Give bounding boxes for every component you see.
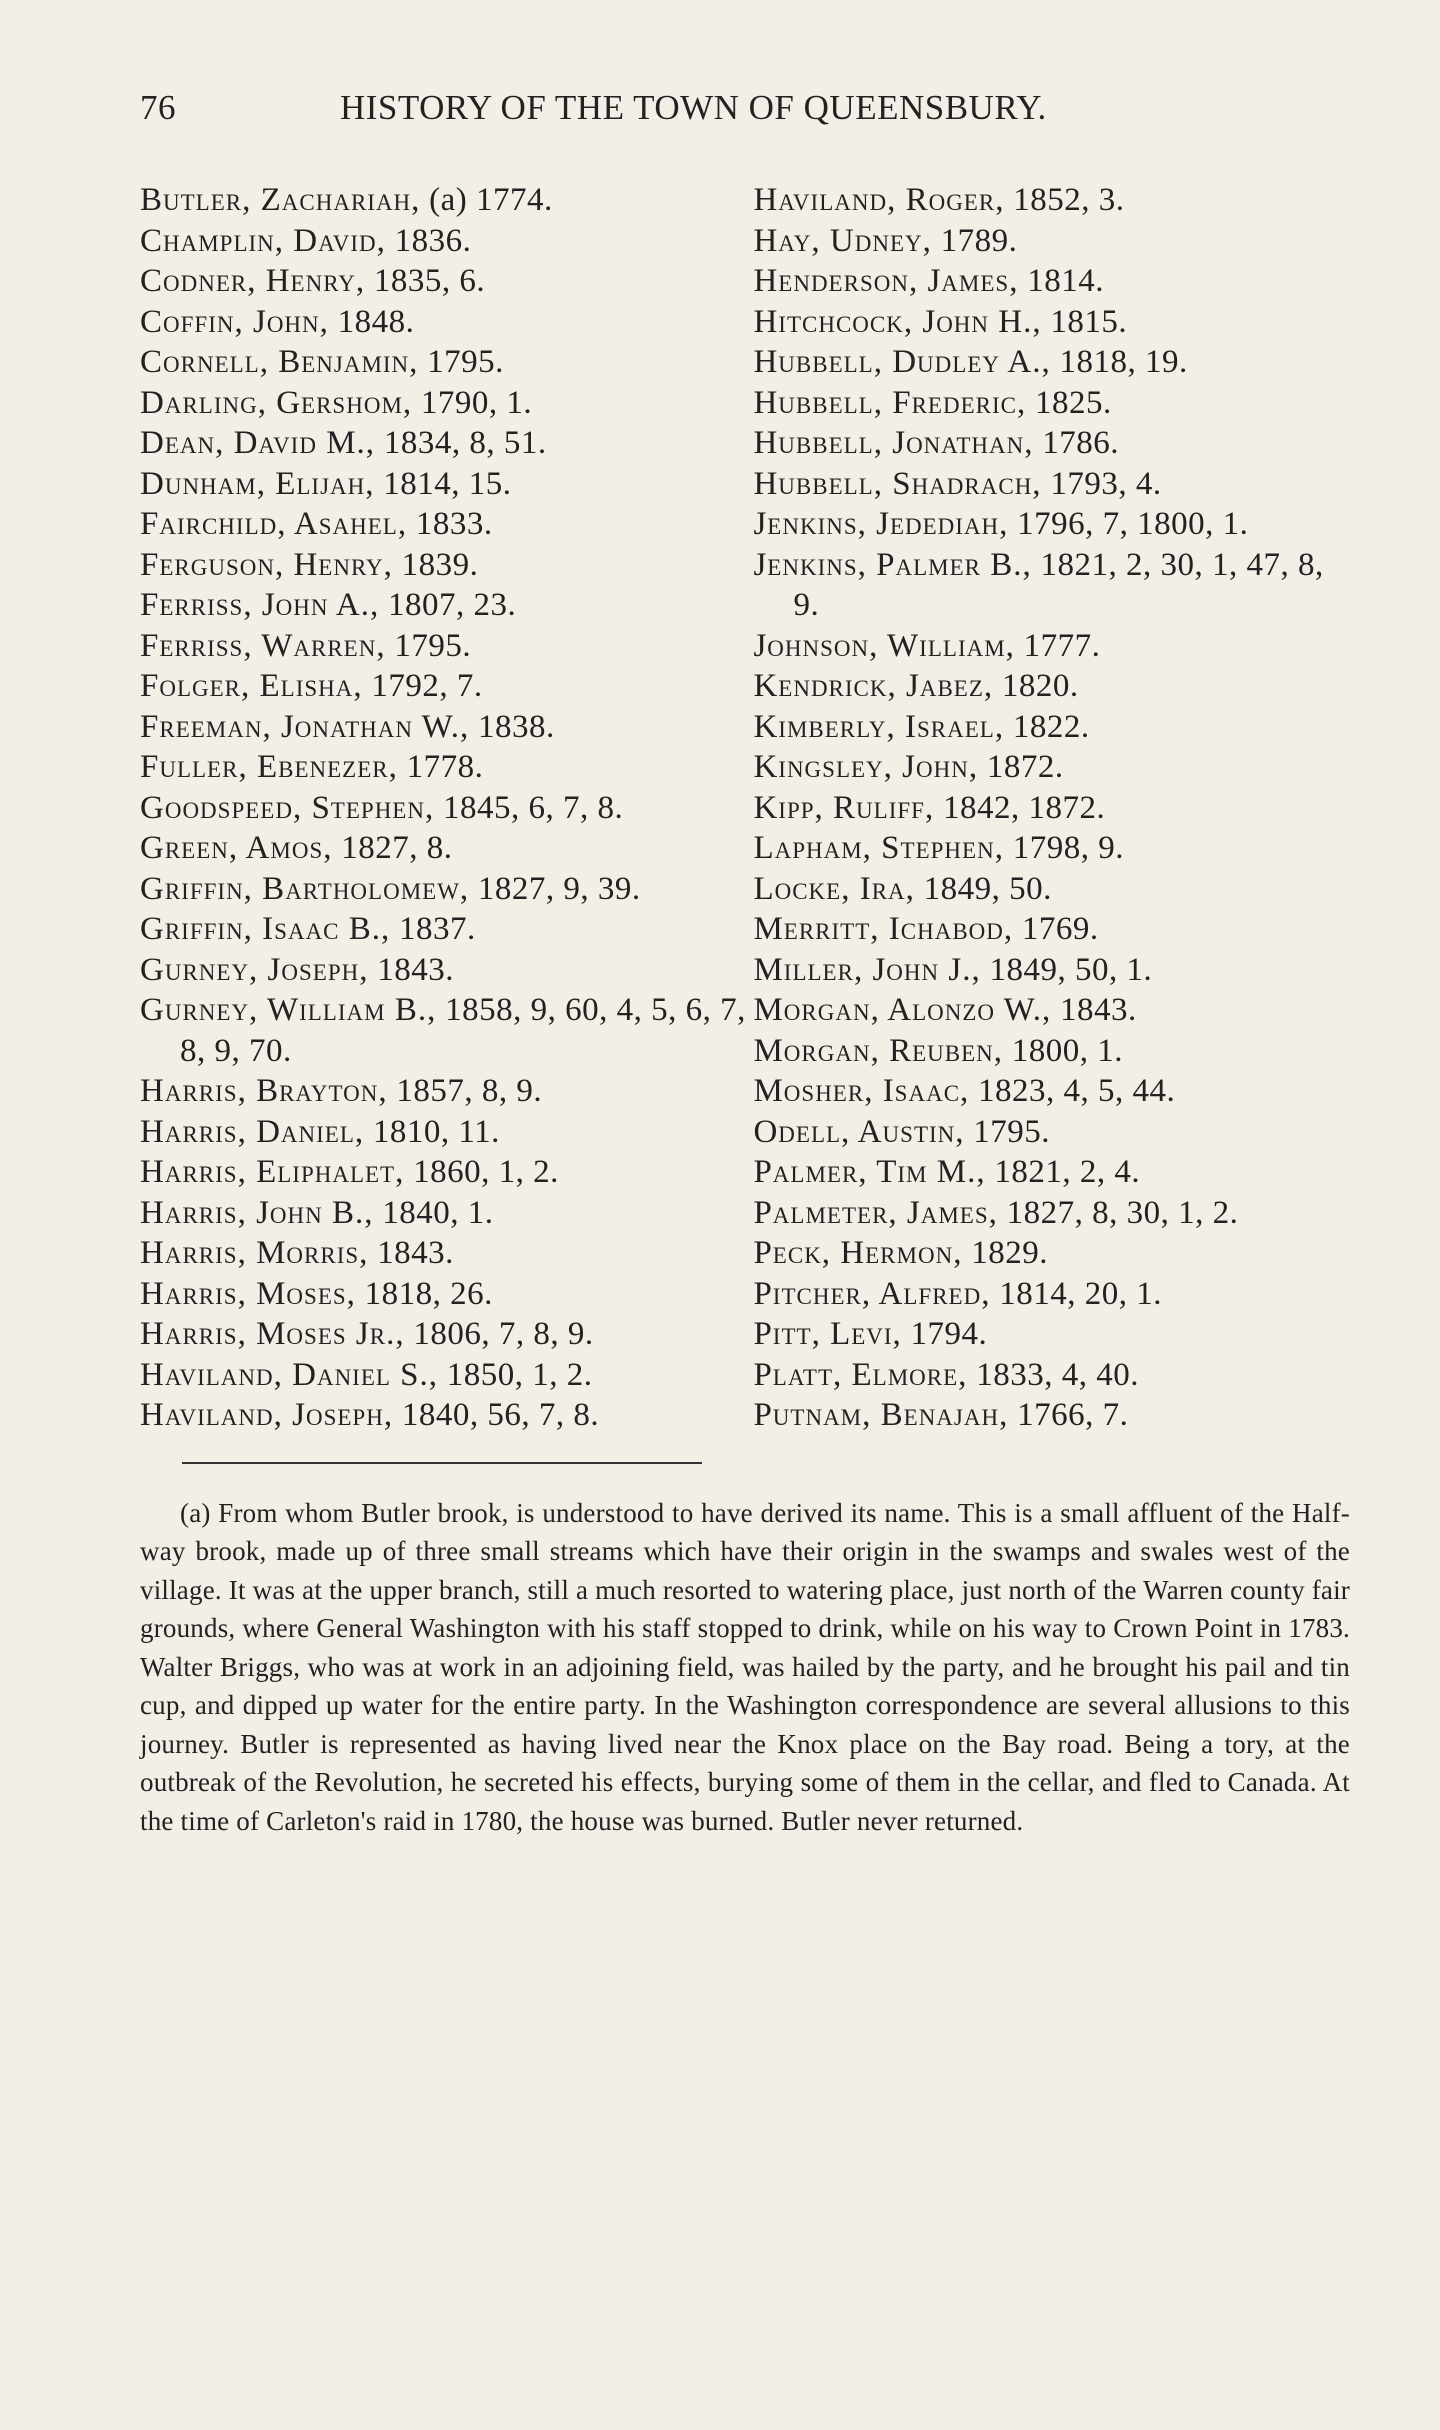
list-item [753, 261, 1350, 302]
person-name: Green, Amos, [140, 830, 333, 866]
person-name: Ferguson, Henry, [140, 546, 393, 583]
list-item [140, 342, 753, 383]
person-name: Harris, Daniel, [140, 1113, 365, 1150]
years: 1806, 7, 8, 9. [404, 1316, 594, 1352]
person-name: Jenkins, Jedediah, [753, 506, 1009, 542]
years: 1821, 2, 4. [985, 1154, 1141, 1190]
person-name: Palmeter, James, [753, 1194, 998, 1231]
years: 1849, 50, 1. [980, 951, 1153, 988]
years: 1793, 4. [1041, 465, 1162, 502]
list-item [140, 990, 753, 1071]
years: 1823, 4, 5, 44. [969, 1073, 1176, 1109]
person-name: Ferriss, Warren, [140, 627, 386, 664]
person-name: Gurney, William B., [140, 992, 437, 1028]
list-item [140, 1152, 753, 1193]
list-item [753, 383, 1350, 424]
years: 1852, 3. [1004, 182, 1125, 218]
list-item [753, 1112, 1350, 1153]
person-name: Platt, Elmore, [753, 1356, 968, 1393]
person-name: Kipp, Ruliff, [753, 789, 935, 826]
list-item [140, 666, 753, 707]
name-list [140, 180, 1350, 1436]
person-name: Butler, Zachariah, [140, 182, 421, 218]
years: 1796, 7, 1800, 1. [1008, 506, 1249, 542]
list-item [140, 302, 753, 343]
list-item [753, 909, 1350, 950]
list-item [753, 1314, 1350, 1355]
years: 1843. [368, 951, 454, 988]
years: 1822. [1004, 708, 1090, 745]
years: 1838. [469, 708, 555, 745]
years: 1843. [368, 1235, 454, 1271]
list-item [753, 221, 1350, 262]
list-item [140, 788, 753, 829]
years: 1834, 8, 51. [375, 425, 547, 461]
years: (a) 1774. [420, 182, 553, 218]
person-name: Ferriss, John A., [140, 587, 380, 623]
years: 1840, 56, 7, 8. [393, 1397, 600, 1433]
years: 1786. [1033, 425, 1119, 461]
list-item [140, 464, 753, 505]
list-item [140, 221, 753, 262]
person-name: Jenkins, Palmer B., [753, 546, 1032, 583]
years: 1857, 8, 9. [387, 1073, 543, 1109]
list-item [140, 1395, 753, 1436]
years: 1814. [1018, 263, 1104, 299]
list-item [753, 1071, 1350, 1112]
list-item [140, 423, 753, 464]
years: 1842, 1872. [934, 789, 1106, 826]
list-item [753, 747, 1350, 788]
list-item [140, 504, 753, 545]
person-name: Freeman, Jonathan W., [140, 708, 470, 745]
list-item [753, 423, 1350, 464]
years: 1814, 20, 1. [990, 1275, 1162, 1312]
list-item [753, 1152, 1350, 1193]
person-name: Hitchcock, John H., [753, 303, 1042, 340]
years: 1789. [931, 222, 1018, 259]
years: 1858, 9, 60, 4, 5, 6, 7, 8, 9, 70. [180, 992, 755, 1069]
list-item [753, 828, 1350, 869]
list-item [140, 1274, 753, 1315]
years: 1798, 9. [1003, 830, 1124, 866]
list-item [753, 869, 1350, 910]
years: 1815. [1041, 303, 1128, 340]
years: 1837. [390, 911, 476, 947]
list-item [753, 342, 1350, 383]
list-item [140, 828, 753, 869]
list-item [140, 383, 753, 424]
list-item [753, 626, 1350, 667]
person-name: Haviland, Daniel S., [140, 1356, 439, 1393]
years: 1766, 7. [1008, 1397, 1129, 1433]
years: 1833, 4, 40. [967, 1356, 1139, 1393]
years: 1827, 8, 30, 1, 2. [997, 1194, 1239, 1231]
person-name: Kingsley, John, [753, 749, 979, 785]
list-item [140, 626, 753, 667]
person-name: Kendrick, Jabez, [753, 668, 994, 704]
person-name: Griffin, Isaac B., [140, 911, 391, 947]
person-name: Locke, Ira, [753, 870, 915, 907]
list-item [753, 302, 1350, 343]
list-item [140, 585, 753, 626]
person-name: Griffin, Bartholomew, [140, 870, 470, 907]
list-item [753, 1233, 1350, 1274]
years: 1818, 26. [355, 1275, 493, 1312]
list-item [140, 707, 753, 748]
list-item [753, 1193, 1350, 1234]
list-item [140, 261, 753, 302]
years: 1843. [1051, 992, 1137, 1028]
list-item [140, 747, 753, 788]
years: 1825. [1026, 384, 1112, 421]
person-name: Haviland, Roger, [753, 182, 1005, 218]
person-name: Cornell, Benjamin, [140, 344, 419, 380]
list-item [753, 950, 1350, 991]
running-header [140, 88, 1350, 138]
years: 1839. [392, 546, 479, 583]
page-number: 76 [140, 88, 176, 127]
list-item [753, 180, 1350, 221]
person-name: Dunham, Elijah, [140, 465, 375, 502]
person-name: Kimberly, Israel, [753, 708, 1005, 745]
person-name: Henderson, James, [753, 263, 1019, 299]
list-item [140, 1314, 753, 1355]
person-name: Fairchild, Asahel, [140, 506, 408, 542]
person-name: Palmer, Tim M., [753, 1154, 986, 1190]
list-item [753, 464, 1350, 505]
person-name: Lapham, Stephen, [753, 830, 1004, 866]
person-name: Hubbell, Frederic, [753, 384, 1027, 421]
footnote: (a) From whom Butler brook, is understood to have derived its name. This is a small affluent of the Half-way brook, made up of three small streams which have their origin in the swamps and swales west of the village. It was at the upper branch, still a much resorted to watering place, just north of the Warren county fair grounds, where General Washington with his staff stopped to drink, while on his way to Crown Point in 1783. Walter Briggs, who was at work in an adjoining field, was hailed by the party, and he brought his pail and tin cup, and dipped up water for the entire party. In the Washington correspondence are several allusions to this journey. Butler is represented as having lived near the Knox place on the Bay road. Being a tory, at the outbreak of the Revolution, he secreted his effects, burying some of them in the cellar, and fled to Canada. At the time of Carleton's raid in 1780, the house was burned. Butler never returned. [140, 1497, 1350, 1836]
person-name: Gurney, Joseph, [140, 951, 369, 988]
person-name: Odell, Austin, [753, 1113, 965, 1150]
person-name: Harris, John B., [140, 1194, 374, 1231]
person-name: Coffin, John, [140, 303, 329, 340]
person-name: Johnson, William, [753, 627, 1015, 664]
person-name: Harris, Eliphalet, [140, 1154, 405, 1190]
years: 1794. [901, 1316, 988, 1352]
years: 1807, 23. [379, 587, 517, 623]
years: 1849, 50. [914, 870, 1052, 907]
years: 1818, 19. [1050, 344, 1188, 380]
person-name: Hubbell, Jonathan, [753, 425, 1034, 461]
years: 1795. [964, 1113, 1051, 1150]
years: 1836. [385, 222, 472, 259]
years: 1872. [978, 749, 1064, 785]
person-name: Miller, John J., [753, 951, 981, 988]
list-item [753, 788, 1350, 829]
person-name: Folger, Elisha, [140, 668, 363, 704]
years: 1827, 9, 39. [469, 870, 641, 907]
years: 1840, 1. [373, 1194, 494, 1231]
list-item [140, 950, 753, 991]
person-name: Harris, Brayton, [140, 1073, 388, 1109]
person-name: Pitt, Levi, [753, 1316, 902, 1352]
list-item [140, 869, 753, 910]
list-item [140, 909, 753, 950]
list-item [753, 1395, 1350, 1436]
person-name: Darling, Gershom, [140, 384, 413, 421]
person-name: Harris, Moses Jr., [140, 1316, 405, 1352]
person-name: Merritt, Ichabod, [753, 911, 1014, 947]
years: 1795. [385, 627, 472, 664]
list-item [140, 1193, 753, 1234]
years: 1777. [1014, 627, 1101, 664]
years: 1810, 11. [364, 1113, 500, 1150]
person-name: Pitcher, Alfred, [753, 1275, 991, 1312]
person-name: Codner, Henry, [140, 263, 366, 299]
years: 1795. [418, 344, 504, 380]
years: 1829. [962, 1235, 1048, 1271]
person-name: Dean, David M., [140, 425, 376, 461]
person-name: Mosher, Isaac, [753, 1073, 970, 1109]
person-name: Peck, Hermon, [753, 1235, 963, 1271]
list-item [753, 545, 1350, 626]
person-name: Morgan, Alonzo W., [753, 992, 1052, 1028]
person-name: Putnam, Benajah, [753, 1397, 1009, 1433]
years: 1850, 1, 2. [438, 1356, 593, 1393]
person-name: Goodspeed, Stephen, [140, 789, 435, 826]
years: 1860, 1, 2. [404, 1154, 559, 1190]
years: 1778. [397, 749, 484, 785]
person-name: Morgan, Reuben, [753, 1032, 1003, 1069]
list-item [140, 545, 753, 586]
person-name: Champlin, David, [140, 222, 386, 259]
person-name: Harris, Morris, [140, 1235, 369, 1271]
list-item [140, 1355, 753, 1396]
list-item [753, 707, 1350, 748]
years: 1827, 8. [332, 830, 453, 866]
running-title: HISTORY OF THE TOWN OF QUEENSBURY. [340, 88, 1047, 127]
list-item [140, 1071, 753, 1112]
list-item [753, 504, 1350, 545]
years: 1800, 1. [1003, 1032, 1123, 1069]
list-item [753, 1355, 1350, 1396]
person-name: Harris, Moses, [140, 1275, 356, 1312]
years: 1848. [328, 303, 415, 340]
years: 1769. [1013, 911, 1099, 947]
person-name: Haviland, Joseph, [140, 1397, 394, 1433]
list-item [753, 990, 1350, 1031]
person-name: Hay, Udney, [753, 222, 932, 259]
person-name: Hubbell, Shadrach, [753, 465, 1042, 502]
list-item [140, 1112, 753, 1153]
years: 1835, 6. [365, 263, 486, 299]
footnote-rule [182, 1462, 702, 1464]
document-page [140, 88, 1350, 1867]
years: 1821, 2, 30, 1, 47, 8, 9. [793, 546, 1333, 623]
left-column [140, 180, 753, 1436]
years: 1790, 1. [412, 384, 533, 421]
person-name: Hubbell, Dudley A., [753, 344, 1051, 380]
years: 1845, 6, 7, 8. [434, 789, 624, 826]
list-item [753, 1031, 1350, 1072]
person-name: Fuller, Ebenezer, [140, 749, 398, 785]
years: 1820. [993, 668, 1079, 704]
years: 1792, 7. [362, 668, 483, 704]
years: 1814, 15. [374, 465, 512, 502]
list-item [753, 666, 1350, 707]
list-item [140, 180, 753, 221]
list-item [140, 1233, 753, 1274]
years: 1833. [407, 506, 493, 542]
right-column [753, 180, 1350, 1436]
list-item [753, 1274, 1350, 1315]
